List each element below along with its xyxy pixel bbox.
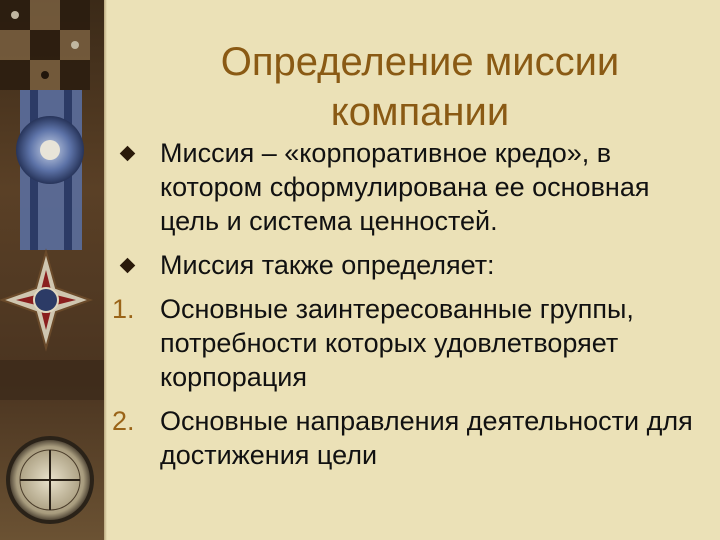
title-line-2: компании xyxy=(330,89,510,134)
page-title xyxy=(150,37,690,137)
list-item-text: Миссия также определяет: xyxy=(160,250,495,280)
list-item xyxy=(112,248,707,282)
list-item xyxy=(112,404,707,472)
list-item-text: Основные заинтересованные группы, потребности которых удовлетворяет корпорация xyxy=(160,294,634,392)
list-item-text: Миссия – «корпоративное кредо», в котором сформулирована ее основная цель и система ценностей. xyxy=(160,138,650,236)
diamond-bullet-icon xyxy=(120,258,136,274)
bullet-list xyxy=(112,136,707,482)
decorative-edge-shadow xyxy=(104,0,107,540)
list-number: 1. xyxy=(112,294,135,324)
list-item-text: Основные направления деятельности для достижения цели xyxy=(160,406,693,470)
diamond-bullet-icon xyxy=(120,146,136,162)
list-number: 2. xyxy=(112,406,135,436)
list-item xyxy=(112,136,707,238)
title-line-1: Определение миссии xyxy=(220,39,620,84)
list-item xyxy=(112,292,707,394)
decorative-medals-image xyxy=(0,0,104,540)
